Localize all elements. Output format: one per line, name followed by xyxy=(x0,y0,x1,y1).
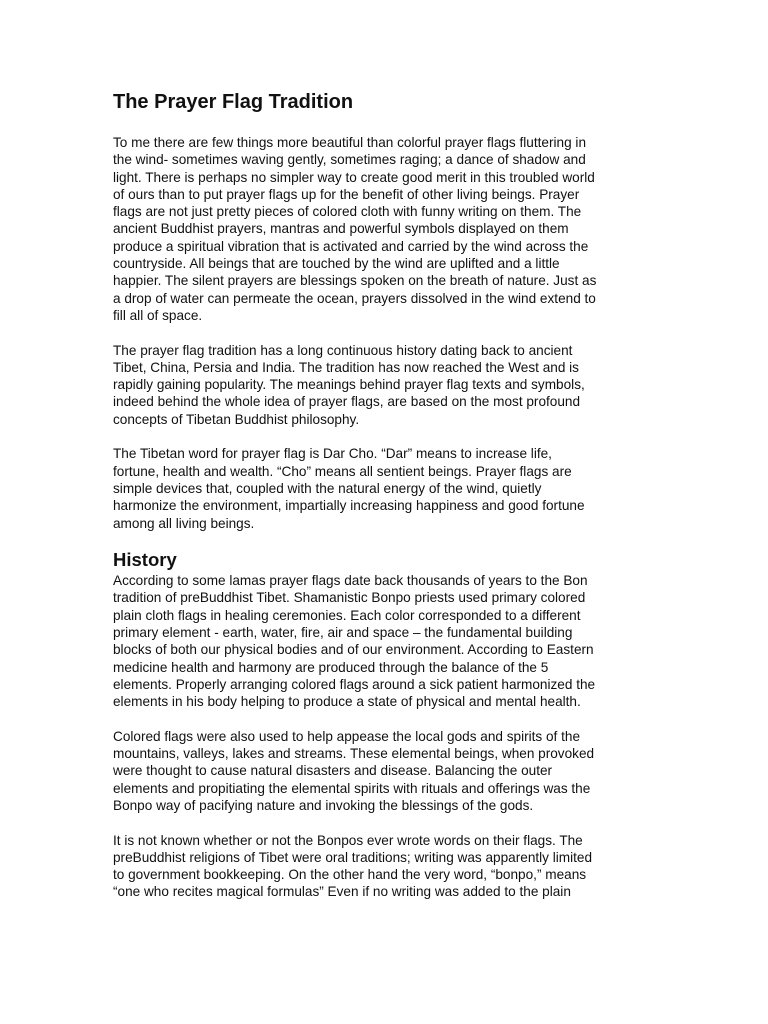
intro-paragraph: The prayer flag tradition has a long continuous history dating back to ancient Tibet, China, Persia and India. The tradition has now reached the West and is rapidly gaining popularity. The meanings behind prayer flag texts and symbols, indeed behind the whole idea of prayer flags, are based on the most profound concepts of Tibetan Buddhist philosophy. xyxy=(113,342,585,427)
history-heading: History xyxy=(113,549,177,571)
intro-paragraph: The Tibetan word for prayer flag is Dar Cho. “Dar” means to increase life, fortune, health and wealth. “Cho” means all sentient beings. Prayer flags are simple devices that, coupled with the natural energy of the wind, quietly harmonize the environment, impartially increasing happiness and good fortune among all living beings. xyxy=(113,446,585,531)
document-body xyxy=(113,86,658,901)
page-title: The Prayer Flag Tradition xyxy=(113,91,354,113)
history-paragraph: According to some lamas prayer flags date back thousands of years to the Bon tradition of preBuddhist Tibet. Shamanistic Bonpo priests used primary colored plain cloth flags in healing ceremonies. Each color corresponded to a different primary element - earth, water, fire, air and space – the fundamental building blocks of both our physical bodies and of our environment. According to Eastern medicine health and harmony are produced through the balance of the 5 elements. Properly arranging colored flags around a sick patient harmonized the elements in his body helping to produce a state of physical and mental health. xyxy=(113,573,596,710)
history-paragraph: It is not known whether or not the Bonpos ever wrote words on their flags. The preBuddhist religions of Tibet were oral traditions; writing was apparently limited to government bookkeeping. On the other hand the very word, “bonpo,” means “one who recites magical formulas” Even if no writing was added to the plain xyxy=(113,832,593,900)
history-paragraph: Colored flags were also used to help appease the local gods and spirits of the mountains, valleys, lakes and streams. These elemental beings, when provoked were thought to cause natural disasters and disease. Balancing the outer elements and propitiating the elemental spirits with rituals and offerings was the Bonpo way of pacifying nature and invoking the blessings of the gods. xyxy=(113,728,595,813)
intro-paragraph: To me there are few things more beautiful than colorful prayer flags fluttering in the wind- sometimes waving gently, sometimes raging; a dance of shadow and light. There is perhaps no simpler way to create good merit in this troubled world of ours than to put prayer flags up for the benefit of other living beings. Prayer flags are not just pretty pieces of colored cloth with funny writing on them. The ancient Buddhist prayers, mantras and powerful symbols displayed on them produce a spiritual vibration that is activated and carried by the wind across the countryside. All beings that are touched by the wind are uplifted and a little happier. The silent prayers are blessings spoken on the breath of nature. Just as a drop of water can permeate the ocean, prayers dissolved in the wind extend to fill all of space. xyxy=(113,135,597,323)
